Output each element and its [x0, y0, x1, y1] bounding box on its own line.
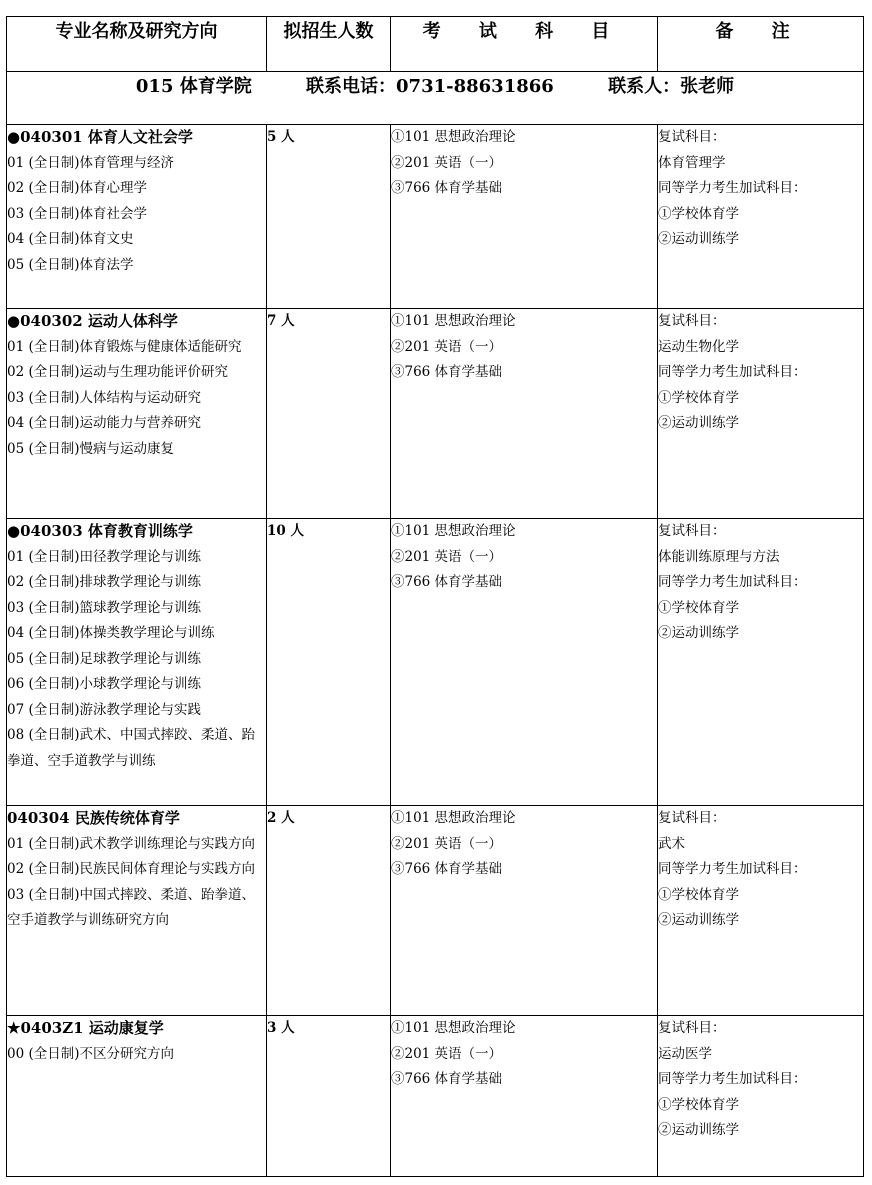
note-item: 同等学力考生加试科目： — [658, 1071, 807, 1087]
direction-item: 08 (全日制)武术、中国式摔跤、柔道、跆拳道、空手道教学与训练 — [7, 727, 256, 769]
direction-item: 04 (全日制)运动能力与营养研究 — [7, 415, 202, 431]
quota-cell: 7 人 — [267, 309, 391, 519]
table-header-row — [7, 17, 864, 72]
note-item: 复试科目： — [658, 1020, 726, 1036]
header-subjects: 考 试 科 目 — [391, 17, 658, 72]
note-item: ①学校体育学 — [658, 389, 739, 406]
note-item: ②运动训练学 — [658, 912, 739, 928]
college-row — [7, 72, 864, 125]
major-title: 040304 民族传统体育学 — [7, 809, 180, 827]
notes-cell — [658, 309, 864, 519]
subject-item: ①101 思想政治理论 — [391, 129, 516, 145]
header-quota: 拟招生人数 — [267, 17, 391, 72]
table-row — [7, 125, 864, 309]
note-item: 复试科目： — [658, 523, 726, 539]
note-item: 同等学力考生加试科目： — [658, 364, 807, 380]
direction-item: 01 (全日制)体育管理与经济 — [7, 154, 175, 171]
note-item: 复试科目： — [658, 129, 726, 145]
major-cell — [7, 309, 267, 519]
header-notes: 备 注 — [658, 17, 864, 72]
subject-item: ②201 英语（一） — [391, 1045, 503, 1062]
table-row — [7, 1016, 864, 1177]
subject-item: ③766 体育学基础 — [391, 574, 503, 590]
note-item: 武术 — [658, 835, 685, 852]
notes-cell — [658, 519, 864, 806]
subject-item: ③766 体育学基础 — [391, 1071, 503, 1087]
subject-item: ①101 思想政治理论 — [391, 1020, 516, 1036]
subject-item: ①101 思想政治理论 — [391, 810, 516, 826]
major-title: ●040302 运动人体科学 — [7, 312, 178, 330]
direction-item: 00 (全日制)不区分研究方向 — [7, 1045, 175, 1062]
notes-cell — [658, 806, 864, 1016]
direction-item: 01 (全日制)田径教学理论与训练 — [7, 548, 202, 565]
notes-cell — [658, 125, 864, 309]
direction-item: 01 (全日制)武术教学训练理论与实践方向 — [7, 835, 256, 852]
direction-item: 03 (全日制)体育社会学 — [7, 205, 148, 222]
direction-item: 07 (全日制)游泳教学理论与实践 — [7, 701, 202, 718]
direction-item: 01 (全日制)体育锻炼与健康体适能研究 — [7, 338, 242, 355]
note-item: ②运动训练学 — [658, 625, 739, 641]
subjects-cell — [391, 1016, 658, 1177]
major-cell — [7, 1016, 267, 1177]
direction-item: 04 (全日制)体操类教学理论与训练 — [7, 625, 215, 641]
direction-item: 06 (全日制)小球教学理论与训练 — [7, 676, 202, 692]
note-item: ①学校体育学 — [658, 599, 739, 616]
note-item: 运动医学 — [658, 1045, 712, 1062]
note-item: 复试科目： — [658, 810, 726, 826]
note-item: ②运动训练学 — [658, 231, 739, 247]
subject-item: ③766 体育学基础 — [391, 861, 503, 877]
direction-item: 02 (全日制)体育心理学 — [7, 180, 148, 196]
subjects-cell — [391, 519, 658, 806]
subjects-cell — [391, 806, 658, 1016]
direction-item: 02 (全日制)排球教学理论与训练 — [7, 574, 202, 590]
note-item: ②运动训练学 — [658, 1122, 739, 1138]
direction-item: 04 (全日制)体育文史 — [7, 231, 134, 247]
table-row — [7, 519, 864, 806]
note-item: 同等学力考生加试科目： — [658, 574, 807, 590]
table-row — [7, 309, 864, 519]
direction-item: 03 (全日制)中国式摔跤、柔道、跆拳道、空手道教学与训练研究方向 — [7, 886, 256, 928]
college-name: 015 体育学院 — [135, 76, 252, 97]
major-title: ★0403Z1 运动康复学 — [7, 1019, 164, 1037]
note-item: ①学校体育学 — [658, 1096, 739, 1113]
subjects-cell — [391, 125, 658, 309]
note-item: ①学校体育学 — [658, 886, 739, 903]
subject-item: ③766 体育学基础 — [391, 364, 503, 380]
notes-cell — [658, 1016, 864, 1177]
subject-item: ①101 思想政治理论 — [391, 313, 516, 329]
direction-item: 02 (全日制)民族民间体育理论与实践方向 — [7, 861, 256, 877]
subject-item: ②201 英语（一） — [391, 154, 503, 171]
note-item: 同等学力考生加试科目： — [658, 861, 807, 877]
direction-item: 03 (全日制)篮球教学理论与训练 — [7, 599, 202, 616]
subject-item: ③766 体育学基础 — [391, 180, 503, 196]
note-item: 复试科目： — [658, 313, 726, 329]
quota-cell: 2 人 — [267, 806, 391, 1016]
note-item: ①学校体育学 — [658, 205, 739, 222]
subjects-cell — [391, 309, 658, 519]
direction-item: 05 (全日制)足球教学理论与训练 — [7, 650, 202, 667]
subject-item: ①101 思想政治理论 — [391, 523, 516, 539]
subject-item: ②201 英语（一） — [391, 548, 503, 565]
direction-item: 05 (全日制)慢病与运动康复 — [7, 440, 175, 457]
note-item: 运动生物化学 — [658, 338, 739, 355]
major-cell — [7, 806, 267, 1016]
subject-item: ②201 英语（一） — [391, 835, 503, 852]
admissions-table — [6, 16, 864, 1177]
note-item: ②运动训练学 — [658, 415, 739, 431]
note-item: 体育管理学 — [658, 154, 726, 171]
major-title: ●040301 体育人文社会学 — [7, 128, 193, 146]
header-major: 专业名称及研究方向 — [7, 17, 267, 72]
direction-item: 03 (全日制)人体结构与运动研究 — [7, 389, 202, 406]
college-phone: 联系电话：0731-88631866 — [306, 76, 554, 97]
quota-cell: 5 人 — [267, 125, 391, 309]
table-row — [7, 806, 864, 1016]
quota-cell: 3 人 — [267, 1016, 391, 1177]
note-item: 体能训练原理与方法 — [658, 548, 780, 565]
quota-cell: 10 人 — [267, 519, 391, 806]
major-title: ●040303 体育教育训练学 — [7, 522, 193, 540]
college-info — [7, 72, 864, 125]
subject-item: ②201 英语（一） — [391, 338, 503, 355]
major-cell — [7, 519, 267, 806]
major-cell — [7, 125, 267, 309]
college-contact: 联系人：张老师 — [608, 76, 735, 97]
note-item: 同等学力考生加试科目： — [658, 180, 807, 196]
direction-item: 05 (全日制)体育法学 — [7, 256, 134, 273]
direction-item: 02 (全日制)运动与生理功能评价研究 — [7, 364, 229, 380]
